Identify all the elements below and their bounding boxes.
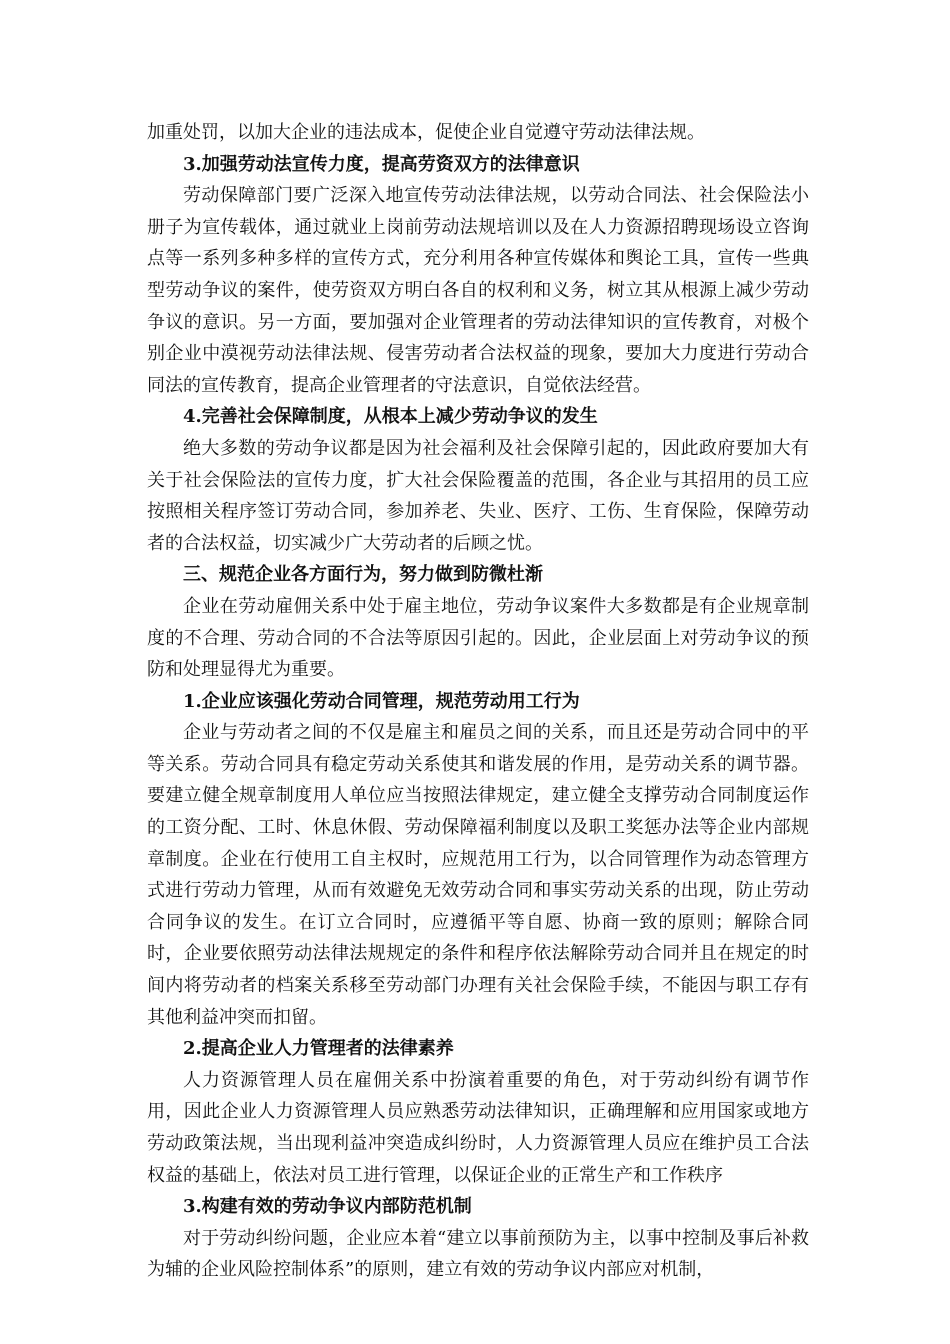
body-paragraph: 绝大多数的劳动争议都是因为社会福利及社会保障引起的，因此政府要加大有关于社会保险法的宣传力度，扩大社会保险覆盖的范围，各企业与其招用的员工应按照相关程序签订劳动合同，参加养老、失业、医疗、工伤、生育保险，保障劳动者的合法权益，切实减少广大劳动者的后顾之忧。 xyxy=(147,437,809,554)
chapter-heading-3: 三、规范企业各方面行为，努力做到防微杜渐 xyxy=(183,564,543,586)
document-page xyxy=(147,117,809,1286)
section-heading-3b: 3.构建有效的劳动争议内部防范机制 xyxy=(183,1196,472,1218)
section-heading-4: 4.完善社会保障制度，从根本上减少劳动争议的发生 xyxy=(183,406,598,428)
body-paragraph: 企业与劳动者之间的不仅是雇主和雇员之间的关系，而且还是劳动合同中的平等关系。劳动合同具有稳定劳动关系使其和谐发展的作用，是劳动关系的调节器。要建立健全规章制度用人单位应当按照法律规定，建立健全支撑劳动合同制度运作的工资分配、工时、休息休假、劳动保障福利制度以及职工奖惩办法等企业内部规章制度。企业在行使用工自主权时，应规范用工行为，以合同管理作为动态管理方式进行劳动力管理，从而有效避免无效劳动合同和事实劳动关系的出现，防止劳动合同争议的发生。在订立合同时，应遵循平等自愿、协商一致的原则；解除合同时，企业要依照劳动法律法规规定的条件和程序依法解除劳动合同并且在规定的时间内将劳动者的档案关系移至劳动部门办理有关社会保险手续，不能因与职工存有其他利益冲突而扣留。 xyxy=(147,722,809,1028)
body-paragraph: 对于劳动纠纷问题，企业应本着“建立以事前预防为主，以事中控制及事后补救为辅的企业风险控制体系”的原则，建立有效的劳动争议内部应对机制， xyxy=(147,1227,809,1281)
body-paragraph: 人力资源管理人员在雇佣关系中扮演着重要的角色，对于劳动纠纷有调节作用，因此企业人力资源管理人员应熟悉劳动法律知识，正确理解和应用国家或地方劳动政策法规，当出现利益冲突造成纠纷时，人力资源管理人员应在维护员工合法权益的基础上，依法对员工进行管理，以保证企业的正常生产和工作秩序 xyxy=(147,1069,809,1186)
section-heading-1: 1.企业应该强化劳动合同管理，规范劳动用工行为 xyxy=(183,690,580,712)
body-paragraph: 企业在劳动雇佣关系中处于雇主地位，劳动争议案件大多数都是有企业规章制度的不合理、劳动合同的不合法等原因引起的。因此，企业层面上对劳动争议的预防和处理显得尤为重要。 xyxy=(147,595,809,681)
section-heading-3: 3.加强劳动法宣传力度，提高劳资双方的法律意识 xyxy=(183,153,580,175)
body-paragraph-continued: 加重处罚，以加大企业的违法成本，促使企业自觉遵守劳动法律法规。 xyxy=(147,122,705,143)
body-paragraph: 劳动保障部门要广泛深入地宣传劳动法律法规，以劳动合同法、社会保险法小册子为宣传载体，通过就业上岗前劳动法规培训以及在人力资源招聘现场设立咨询点等一系列多种多样的宣传方式，充分利用各种宣传媒体和舆论工具，宣传一些典型劳动争议的案件，使劳资双方明白各自的权利和义务，树立其从根源上减少劳动争议的意识。另一方面，要加强对企业管理者的劳动法律知识的宣传教育，对极个别企业中漠视劳动法律法规、侵害劳动者合法权益的现象，要加大力度进行劳动合同法的宣传教育，提高企业管理者的守法意识，自觉依法经营。 xyxy=(147,185,809,396)
section-heading-2: 2.提高企业人力管理者的法律素养 xyxy=(183,1038,454,1060)
